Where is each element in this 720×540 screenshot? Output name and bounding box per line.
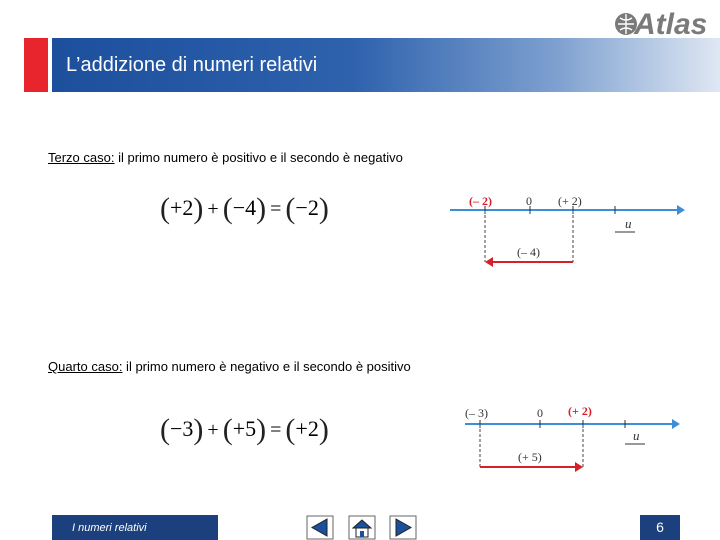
slide-title: L’addizione di numeri relativi bbox=[66, 54, 318, 76]
axis-arrowhead bbox=[677, 205, 685, 215]
case4-label: Quarto caso: bbox=[48, 359, 123, 374]
previous-button[interactable] bbox=[306, 515, 334, 540]
footer-section-label: I numeri relativi bbox=[72, 522, 147, 534]
start-label: (+ 2) bbox=[558, 194, 582, 208]
title-accent-bar bbox=[24, 38, 48, 92]
case4-op: + bbox=[207, 419, 219, 441]
page-number-box bbox=[640, 515, 680, 540]
result-label: (– 2) bbox=[469, 194, 492, 208]
axis-arrowhead bbox=[672, 419, 680, 429]
case3-caption bbox=[48, 150, 403, 165]
result-label: (+ 2) bbox=[568, 404, 592, 418]
case3-result: −2 bbox=[295, 195, 319, 220]
case3-formula: (+2) + (−4) = (−2) bbox=[160, 192, 329, 225]
case3-op: + bbox=[207, 198, 219, 220]
atlas-logo bbox=[612, 4, 710, 38]
addend-label: (– 4) bbox=[517, 245, 540, 259]
start-label: (– 3) bbox=[465, 406, 488, 420]
case4-text: il primo numero è negativo e il secondo è positivo bbox=[122, 359, 411, 374]
case4-result: +2 bbox=[295, 416, 319, 441]
next-button[interactable] bbox=[389, 515, 417, 540]
case3-term-a: +2 bbox=[170, 195, 194, 220]
case4-caption bbox=[48, 359, 411, 374]
unit-label: u bbox=[633, 428, 640, 443]
addend-label: (+ 5) bbox=[518, 450, 542, 464]
case4-term-a: −3 bbox=[170, 416, 194, 441]
case4-term-b: +5 bbox=[232, 416, 257, 441]
case4-formula: (−3) + (+5) = (+2) bbox=[160, 413, 329, 446]
unit-label: u bbox=[625, 216, 632, 231]
case3-number-line bbox=[445, 188, 685, 273]
title-bar bbox=[52, 38, 720, 92]
case4-number-line bbox=[460, 400, 690, 475]
addend-arrowhead bbox=[485, 257, 493, 267]
logo-text: Atlas bbox=[634, 8, 708, 38]
case3-eq: = bbox=[270, 198, 282, 220]
case3-term-b: −4 bbox=[232, 195, 257, 220]
addend-arrowhead bbox=[575, 462, 583, 472]
zero-label: 0 bbox=[526, 194, 532, 208]
footer-section-box bbox=[52, 515, 218, 540]
case3-label: Terzo caso: bbox=[48, 150, 115, 165]
zero-label: 0 bbox=[537, 406, 543, 420]
page-number: 6 bbox=[656, 519, 664, 535]
case4-eq: = bbox=[270, 419, 282, 441]
case3-text: il primo numero è positivo e il secondo è negativo bbox=[114, 150, 403, 165]
home-button[interactable] bbox=[348, 515, 376, 540]
